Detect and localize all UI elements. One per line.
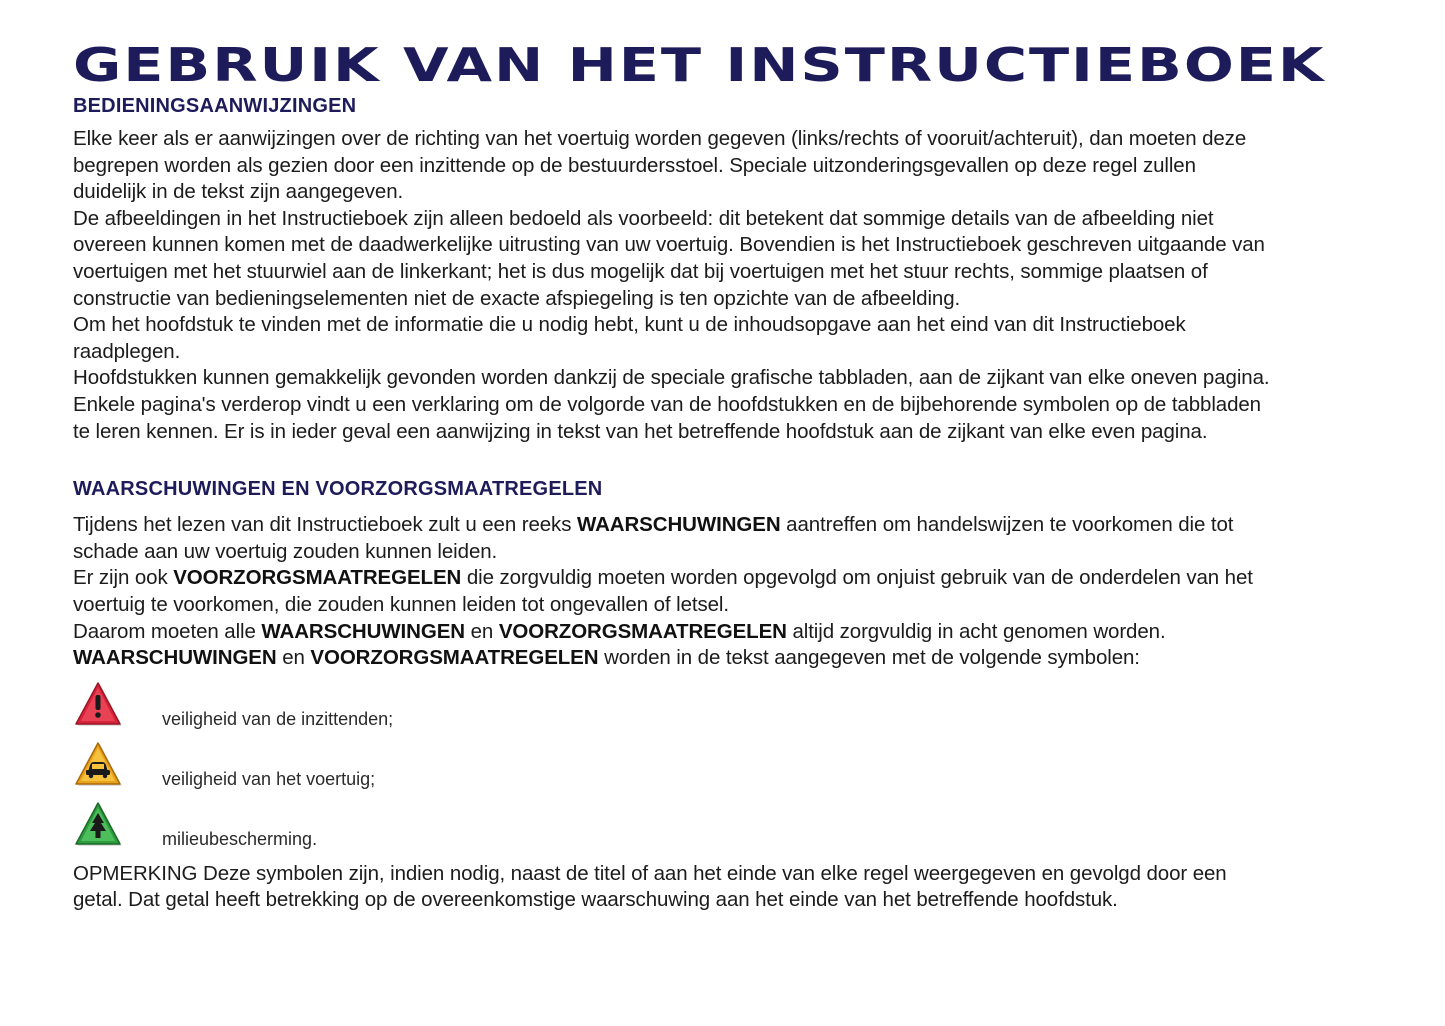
tree-environment-icon (73, 801, 125, 853)
section-heading-operating-instructions: BEDIENINGSAANWIJZINGEN (73, 95, 357, 117)
warnings-term: WAARSCHUWINGEN (261, 619, 465, 643)
precautions-term: VOORZORGSMAATREGELEN (173, 566, 462, 590)
symbol-row (73, 741, 1273, 801)
precautions-term: VOORZORGSMAATREGELEN (498, 619, 787, 643)
paragraph: Er zijn ook VOORZORGSMAATREGELEN die zorgvuldig moeten worden opgevolgd om onjuist gebruik van de onderdelen van het voertuig te voorkomen, die zouden kunnen leiden tot ongevallen of letsel. (73, 566, 1253, 616)
exclamation-warning-icon (73, 681, 125, 733)
symbol-row (73, 681, 1273, 741)
paragraph: Tijdens het lezen van dit Instructieboek zult u een reeks WAARSCHUWINGEN aantreffen om handelswijzen te voorkomen die tot schade aan uw voertuig zouden kunnen leiden. (73, 513, 1234, 563)
note-paragraph: OPMERKING Deze symbolen zijn, indien nodig, naast de titel of aan het einde van elke regel weergegeven en gevolgd door een getal. Dat getal heeft betrekking op de overeenkomstige waarschuwing aan het einde van het betreffende hoofdstuk. (73, 861, 1227, 912)
symbol-label: veiligheid van de inzittenden; (162, 708, 394, 729)
car-skid-warning-icon (73, 741, 125, 793)
symbol-row (73, 801, 1273, 861)
page-title: GEBRUIK VAN HET INSTRUCTIEBOEK (73, 38, 1326, 92)
warnings-term: WAARSCHUWINGEN (576, 513, 781, 537)
paragraph: Elke keer als er aanwijzingen over de richting van het voertuig worden gegeven (links/rechts of vooruit/achteruit), dan moeten deze begrepen worden als gezien door een inzittende op de bestuurdersstoel. Speciale uitzonderingsgevallen op deze regel zullen duidelijk in de tekst zijn aangegeven. (73, 127, 1247, 204)
paragraph: De afbeeldingen in het Instructieboek zijn alleen bedoeld als voorbeeld: dit betekent dat sommige details van de afbeelding niet overeen kunnen komen met de daadwerkelijke uitrusting van uw voertuig. Bovendien is het Instructieboek geschreven uitgaande van voertuigen met het stuurwiel aan de linkerkant; het is dus mogelijk dat bij voertuigen met het stuur rechts, sommige plaatsen of constructie van bedieningselementen niet de exacte afspiegeling is ten opzichte van de afbeelding. (73, 206, 1265, 310)
section-body-warnings (73, 512, 1273, 672)
section-body-operating-instructions (73, 126, 1273, 445)
symbol-label: milieubescherming. (162, 828, 318, 849)
paragraph: Om het hoofdstuk te vinden met de informatie die u nodig hebt, kunt u de inhoudsopgave aan het eind van dit Instructieboek raadplegen. (73, 313, 1186, 363)
paragraph: WAARSCHUWINGEN en VOORZORGSMAATREGELEN worden in de tekst aangegeven met de volgende symbolen: (73, 646, 1140, 670)
page-content (73, 38, 1326, 914)
section-heading-warnings: WAARSCHUWINGEN EN VOORZORGSMAATREGELEN (73, 478, 603, 501)
paragraph: Daarom moeten alle WAARSCHUWINGEN en VOORZORGSMAATREGELEN altijd zorgvuldig in acht genomen worden. (73, 619, 1166, 643)
symbol-label: veiligheid van het voertuig; (162, 768, 376, 789)
symbol-legend (73, 681, 1273, 861)
warnings-term: WAARSCHUWINGEN (73, 646, 277, 670)
precautions-term: VOORZORGSMAATREGELEN (310, 646, 599, 670)
paragraph: Hoofdstukken kunnen gemakkelijk gevonden worden dankzij de speciale grafische tabbladen, aan de zijkant van elke oneven pagina. Enkele pagina's verderop vindt u een verklaring om de volgorde van de hoofdstukken en de bijbehorende symbolen op de tabbladen te leren kennen. Er is in ieder geval een aanwijzing in tekst van het betreffende hoofdstuk aan de zijkant van elke even pagina. (73, 366, 1270, 443)
